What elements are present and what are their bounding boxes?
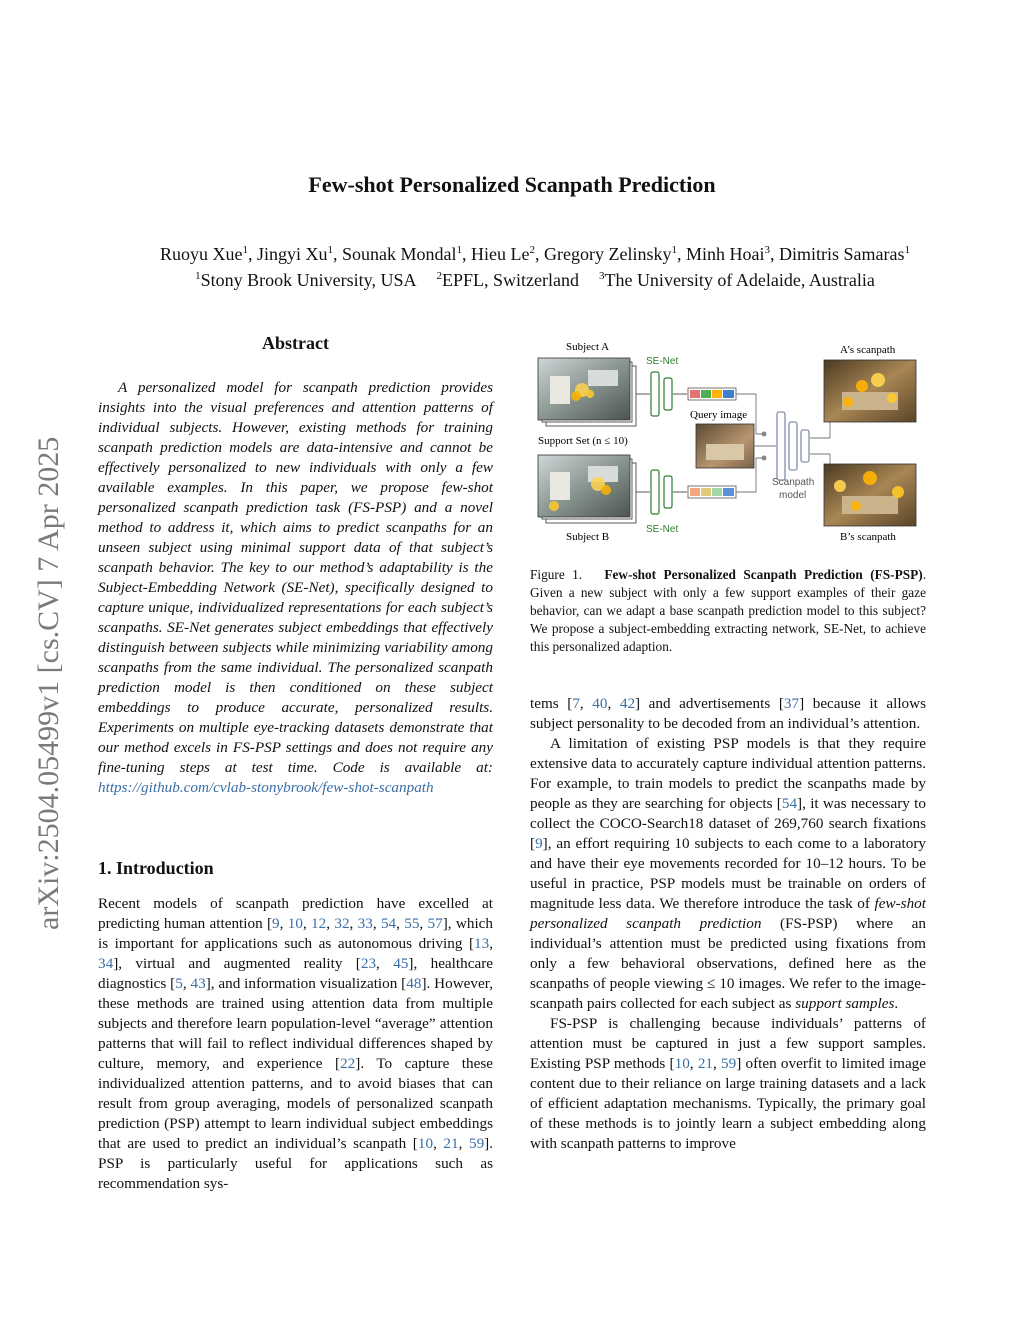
- support-set-label: Support Set (n ≤ 10): [538, 435, 628, 447]
- text-run: ]. PSP is particularly useful for applications such as recommendation sys-: [98, 1135, 494, 1192]
- text-run: ,: [376, 955, 394, 972]
- text-run: A limitation of existing PSP models is that they require extensive data to accurately capture individual attention patterns. For example, to train models to predict the scanpaths made by people as they are searching for objects [: [530, 735, 926, 812]
- text-run: ,: [579, 695, 593, 712]
- citation-link[interactable]: 10: [417, 1135, 434, 1152]
- text-run: Recent models of scanpath prediction have excelled at predicting human attention [: [98, 895, 493, 932]
- paper-title: Few-shot Personalized Scanpath Prediction: [308, 172, 716, 197]
- author-affiliation-mark: 1: [242, 244, 249, 256]
- citation-link[interactable]: 34: [98, 955, 114, 972]
- author-affiliation-mark: 3: [764, 244, 770, 256]
- emphasis-text: few-shot personalized scanpath prediction: [530, 895, 926, 932]
- citation-link[interactable]: 54: [781, 795, 798, 812]
- text-run: ] because it allows subject personality to be decoded from an individual’s attention.: [530, 695, 927, 732]
- text-run: ], healthcare diagnostics [: [98, 955, 493, 992]
- author-name: Gregory Zelinsky: [544, 244, 672, 264]
- affiliation-name: EPFL, Switzerland: [441, 270, 579, 290]
- text-run: ,: [279, 915, 288, 932]
- citation-link[interactable]: 59: [468, 1135, 485, 1152]
- citation-link[interactable]: 48: [406, 975, 422, 992]
- text-run: ], virtual and augmented reality [: [113, 955, 361, 972]
- citation-link[interactable]: 54: [380, 915, 397, 932]
- citation-link[interactable]: 23: [360, 955, 377, 972]
- intro-paragraph: [98, 894, 493, 1194]
- emphasis-text: support samples: [795, 995, 895, 1012]
- citation-link[interactable]: 59: [721, 1055, 737, 1072]
- se-net-bottom-label: SE-Net: [646, 524, 679, 535]
- text-run: ] and advertisements [: [635, 695, 784, 712]
- text-run: ,: [689, 1055, 698, 1072]
- scanpath-model: [777, 412, 809, 480]
- text-run: .: [894, 995, 899, 1012]
- arxiv-stamp-text: arXiv:2504.05499v1 [cs.CV] 7 Apr 2025: [32, 436, 65, 930]
- citation-link[interactable]: 33: [357, 915, 373, 932]
- author-affiliation-mark: 1: [904, 244, 910, 256]
- right-column-body: [530, 694, 926, 1154]
- citation-link[interactable]: 21: [697, 1055, 713, 1072]
- citation-link[interactable]: 43: [190, 975, 206, 992]
- arxiv-stamp: [20, 355, 70, 935]
- scanpath-model-label-line1: Scanpath: [772, 477, 815, 488]
- author-affiliation-mark: 2: [529, 244, 536, 256]
- subject-a-embedding: [688, 388, 736, 400]
- text-run: ,: [396, 915, 405, 932]
- author-name: Minh Hoai: [685, 244, 765, 264]
- citation-link[interactable]: 10: [287, 915, 303, 932]
- citation-link[interactable]: 22: [340, 1055, 356, 1072]
- text-run: ]. To capture these individualized attention patterns, and to avoid biases that can result from group averaging, models of personalized scanpath prediction (PSP) attempt to learn individual subject embeddings that are used to predict an individual’s scanpath [: [98, 1055, 493, 1152]
- text-run: tems [: [530, 695, 573, 712]
- subject-a-support-images: [538, 358, 636, 426]
- text-run: ,: [372, 915, 381, 932]
- text-run: ,: [607, 695, 620, 712]
- author-name: Hieu Le: [471, 244, 530, 264]
- text-run: ,: [182, 975, 191, 992]
- text-run: ]. However, these methods are trained using attention data from multiple subjects and therefore learn population-level “average” attention patterns that will fail to reflect individual differences shaped by culture, memory, and experience [: [98, 975, 493, 1072]
- affiliation-name: Stony Brook University, USA: [200, 270, 417, 290]
- text-run: FS-PSP is challenging because individuals’ patterns of attention must be captured in just a few support samples. Existing PSP methods [: [530, 1015, 926, 1072]
- scanpath-model-label-line2: model: [779, 490, 807, 501]
- citation-link[interactable]: 37: [783, 695, 800, 712]
- text-run: ], and information visualization [: [205, 975, 407, 992]
- citation-link[interactable]: 10: [674, 1055, 690, 1072]
- right-paragraph-1: [530, 694, 926, 734]
- citation-link[interactable]: 5: [175, 975, 183, 992]
- caption-title: Few-shot Personalized Scanpath Prediction (FS-PSP): [604, 567, 923, 582]
- author-name: Sounak Mondal: [342, 244, 457, 264]
- affiliation-name: The University of Adelaide, Australia: [604, 270, 875, 290]
- text-run: ,: [419, 915, 428, 932]
- citation-link[interactable]: 21: [443, 1135, 459, 1152]
- citation-link[interactable]: 57: [427, 915, 443, 932]
- subject-b-support-images: [538, 455, 636, 523]
- author-name: Jingyi Xu: [257, 244, 328, 264]
- abstract-heading: Abstract: [262, 333, 329, 353]
- text-run: ,: [458, 1135, 469, 1152]
- a-scanpath-label: A’s scanpath: [840, 344, 896, 356]
- author-affiliation-mark: 1: [456, 244, 463, 256]
- se-net-bottom: [651, 470, 672, 514]
- code-link[interactable]: https://github.com/cvlab-stonybrook/few-shot-scanpath: [98, 779, 434, 796]
- abstract-text: A personalized model for scanpath prediction provides insights into the visual preferences and attention patterns of individual subjects. However, existing methods for training scanpath prediction models are data-intensive and cannot be effectively personalized to new individuals with only a few available examples. In this paper, we propose few-shot personalized scanpath prediction task (FS-PSP) and a novel method to address it, which aims to predict scanpaths for an unseen subject using minimal support data of that subject’s scanpath behavior. The key to our method’s adaptability is the Subject-Embedding Network (SE-Net), specifically designed to capture unique, individualized representations for each subject’s scanpaths. SE-Net generates subject embeddings that effectively distinguish between subjects while minimizing variability among scanpaths from the same individual. The personalized scanpath prediction model is then conditioned on these subject embeddings to produce accurate, personalized results. Experiments on multiple eye-tracking datasets demonstrate that our method excels in FS-PSP settings and does not require any fine-tuning steps at test time. Code is available at:: [98, 379, 493, 776]
- citation-link[interactable]: 13: [474, 935, 490, 952]
- citation-link[interactable]: 9: [272, 915, 280, 932]
- text-run: ,: [489, 935, 493, 952]
- caption-label: Figure 1.: [530, 567, 583, 582]
- text-run: ,: [349, 915, 358, 932]
- caption-text: . Given a new subject with only a few support examples of their gaze behavior, can we adapt a base scanpath prediction model to this subject? We propose a subject-embedding extracting network, SE-Net, to achieve this personalized adaption.: [530, 567, 927, 654]
- citation-link[interactable]: 42: [619, 695, 636, 712]
- text-run: ], an effort requiring 10 subjects to each come to a laboratory and have their eye movements recorded for 10–12 hours. To be useful in practice, PSP models must be trainable on orders of magnitude less data. We therefore introduce the task of: [530, 835, 926, 912]
- text-run: ], it was necessary to collect the COCO-Search18 dataset of 269,760 search fixations [: [530, 795, 926, 852]
- text-run: (FS-PSP) where an individual’s attention must be predicted using fixations from only a few behavioral observations, defined here as the scanpaths of people viewing ≤ 10 images. We refer to the image-scanpath pairs collected for each subject as: [530, 915, 927, 1012]
- affiliation-number: 1: [195, 270, 201, 282]
- text-run: ,: [326, 915, 335, 932]
- citation-link[interactable]: 32: [334, 915, 350, 932]
- citation-link[interactable]: 40: [592, 695, 608, 712]
- affiliation-number: 2: [436, 270, 442, 282]
- intro-body: [98, 894, 493, 1194]
- subject-a-label: Subject A: [566, 341, 610, 353]
- affiliation-number: 3: [598, 270, 605, 282]
- text-run: ,: [302, 915, 312, 932]
- text-run: ,: [713, 1055, 722, 1072]
- citation-link[interactable]: 12: [311, 915, 327, 932]
- right-paragraph-2: [530, 734, 926, 1014]
- text-run: ] often overfit to limited image content due to their reliance on large training datasets and a lack of efficient adaptation mechanisms. Typically, the primary goal of these methods is to jointly learn a subject embedding along with scanpath patterns to improve: [530, 1055, 927, 1152]
- citation-link[interactable]: 9: [535, 835, 543, 852]
- intro-heading: 1. Introduction: [98, 858, 214, 878]
- a-scanpath-image: [824, 360, 916, 422]
- affiliation-list: [60, 264, 1010, 293]
- query-image: [696, 424, 754, 468]
- text-run: ], which is important for applications such as autonomous driving [: [98, 915, 494, 952]
- author-name: Dimitris Samaras: [778, 244, 905, 264]
- author-affiliation-mark: 1: [327, 244, 334, 256]
- se-net-top: [651, 372, 672, 416]
- b-scanpath-image: [824, 464, 916, 526]
- subject-b-embedding: [688, 486, 736, 498]
- figure-caption: [530, 566, 926, 656]
- subject-b-label: Subject B: [566, 531, 610, 543]
- b-scanpath-label: B’s scanpath: [840, 531, 896, 543]
- citation-link[interactable]: 45: [393, 955, 409, 972]
- author-affiliation-mark: 1: [671, 244, 677, 256]
- author-list: Ruoyu Xue$^1$, Jingyi Xu$^1$, Sounak Mondal$^1$, Hieu Le$^2$, Gregory Zelinsky$^1$, Minh Hoai$^3$, Dimitris Samaras$^1$: [160, 244, 910, 264]
- right-paragraph-3: [530, 1014, 926, 1154]
- query-image-label: Query image: [690, 409, 748, 421]
- se-net-top-label: SE-Net: [646, 356, 679, 367]
- figure-1: [530, 336, 930, 551]
- abstract-body: [98, 378, 493, 798]
- text-run: ,: [433, 1135, 444, 1152]
- citation-link[interactable]: 55: [404, 915, 420, 932]
- citation-link[interactable]: 7: [572, 695, 580, 712]
- author-name: Ruoyu Xue: [160, 244, 243, 264]
